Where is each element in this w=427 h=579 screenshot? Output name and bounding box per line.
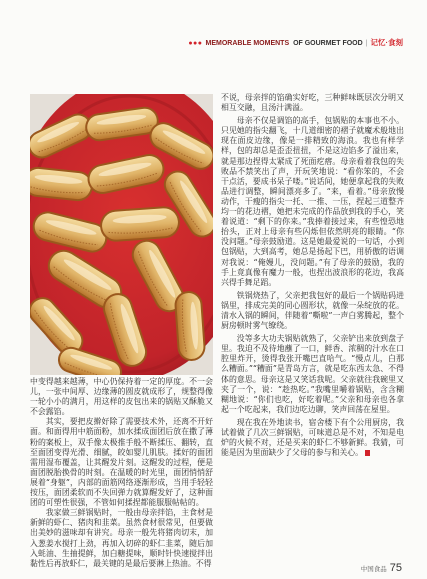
magazine-name: 中国食品 [360, 565, 387, 573]
paragraph: 不说，母亲拌的馅确实好吃，三种鲜味既层次分明又相互交融，且汤汁满溢。 [221, 93, 404, 113]
column-header [188, 38, 403, 48]
paragraph-text: 现在我在外地读书，宿舍楼下有个公用厨房，我试着做了几次三鲜锅贴，可味道总是不对，不知是电炉的火候不对，还是买来的虾仁不够新鲜。我猜，可能是因为里面缺少了父母的参与和关心。 [221, 417, 404, 458]
right-text-column [221, 93, 404, 458]
header-title-strong: MEMORABLE MOMENTS [205, 40, 290, 47]
header-dots: ●●● [188, 40, 203, 47]
paragraph: 铁锅烧热了，父亲把我包好的最后一个锅贴码进锅里，排成完美的同心圆形状，就像一朵绽放的花。清水入锅的瞬间，伴随着“嘶啦”一声白雾腾起，整个厨房顿时雾气缭绕。 [221, 290, 404, 331]
paragraph: 中变得越来越薄，中心仍保持着一定的厚度。不一会儿，一张中间厚、边缘薄的圆皮就成形了，规整得像一轮小小的满月，用这样的皮包出来的锅贴又酥脆又不会露馅。 [30, 377, 213, 417]
paragraph: 我家做三鲜锅贴时，一般由母亲拌馅，主食材是新鲜的虾仁、猪肉和韭菜。虽然食材很常见，但要做出美妙的滋味却有讲究。母亲一般先将猪肉切末，加入葱姜水搅打上劲，再加入切碎的虾仁韭菜，随后加入蚝油、生抽提鲜，加白糖提味，顺时针快速搅拌出黏性后再放虾仁，最关键的是最后要淋上热油。不得 [30, 508, 213, 568]
page-number: 75 [389, 562, 402, 574]
final-paragraph [221, 418, 404, 458]
dumpling [99, 205, 181, 243]
paragraph: 没等多大功夫锅贴就熟了，父亲铲出来放到盘子里。我迫不及待地蘸了一口，鲜香、浓稠的汁水在口腔里炸开，烫得我张开嘴巴直哈气。“慢点儿，白那么糟面。”“糟面”是青岛方言，就是吃东西太急、不得体的意思。母亲这是又笑话我呢。父亲就往我碗里又夹了一个，说：“趁热吃。”我嘴里嚼着锅贴，含含糊糊地说：“你们也吃，好吃着呢。”父亲和母亲也各拿起一个吃起来，我们边吃边聊，笑声回荡在屋里。 [221, 334, 404, 414]
dumplings-photo [30, 94, 213, 375]
header-title-rest: OF GOURMET FOOD [293, 40, 363, 47]
left-text-column [30, 377, 213, 569]
end-mark-icon [365, 450, 370, 456]
dumpling [174, 290, 207, 362]
header-separator: | [365, 40, 368, 47]
article-photo [30, 94, 213, 375]
paragraph: 其实，要把皮擀好除了需要技术外，还离不开好面。和面得用中筋面粉，加水揉成面团后放在撒了薄粉的案板上，双手像太极推手般不断揉压、翻转，直至面团变得光滑、细腻，皎如婴儿肌肤。揉好的面团需用湿布覆盖，让其醒发片刻。这醒发的过程，便是面团脱胎换骨的时刻。在温暖的时光里，面团悄悄舒展着“身躯”，内部的面筋网络逐渐形成，当用手轻轻按压，面团柔软而不失回弹力就算醒发好了，这种面团的可塑性很强，不管如何揉捏都能服服帖帖的。 [30, 417, 213, 508]
paragraph: 母亲不仅是调馅的高手，包锅贴的本事也不小。只见她的指尖翻飞，十几道细密的褶子就魔术般地出现在面皮边缘，像是一排精致的海浪。我也有样学样，包的却总是歪歪扭扭，不是这边馅多了溢出来，就是那边捏得太紧成了死面疙瘩。母亲看着我包的失败品不禁笑出了声，开玩笑地说：“看你笨的，不会干点活，要成书呆子喽。”说话间，她便拿起我的失败品进行调整，瞬间漂亮多了。“来，看着。”母亲放慢动作，干瘦的指尖一托、一推、一压，捏起三道整齐均一的花边褶，她把未完成的作品放到我的手心，笑着说道：“剩下的你来。”我捧着接过来，有些惶恐地抬头，正对上母亲有些闪烁但依然明亮的眼睛。“你没问题。”母亲鼓励道。这是她最爱说的一句话，小到包锅贴，大到高考，她总是扬起下巴，用骄傲的语调对我说：“俺嫚儿，没问题。”有了母亲的鼓励，我的手上竟真像有魔力一般，也捏出波浪形的花边，我高兴得手舞足蹈。 [221, 116, 404, 287]
column-name: 记忆·食刻 [370, 38, 403, 47]
page-footer [361, 556, 402, 575]
